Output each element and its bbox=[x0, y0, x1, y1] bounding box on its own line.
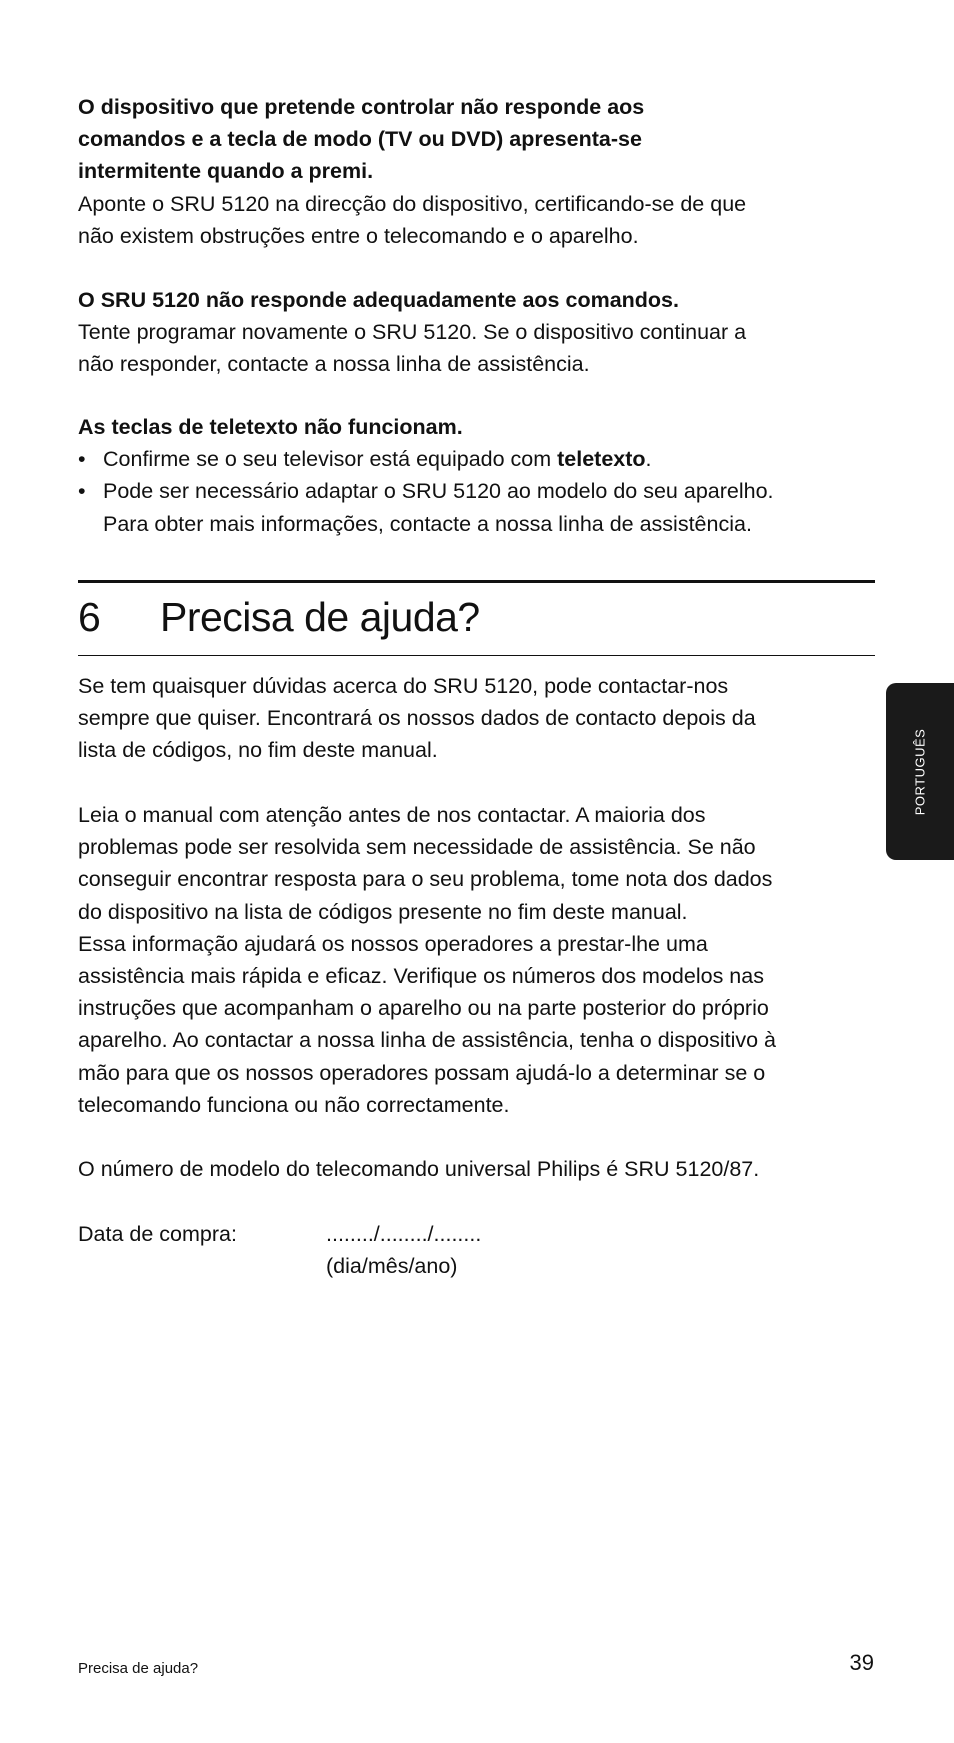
text-line: mão para que os nossos operadores possam ajudá-lo a determinar se o bbox=[78, 1060, 766, 1085]
text-line: Leia o manual com atenção antes de nos contactar. A maioria dos bbox=[78, 803, 706, 827]
item-title: O SRU 5120 não responde adequadamente aos comandos. bbox=[78, 288, 679, 312]
purchase-date-format: (dia/mês/ano) bbox=[326, 1254, 458, 1278]
purchase-date-label: Data de compra: bbox=[78, 1222, 237, 1246]
text-line: lista de códigos, no fim deste manual. bbox=[78, 738, 438, 763]
item-body: Aponte o SRU 5120 na direcção do dispositivo, certificando-se de que bbox=[78, 191, 747, 216]
purchase-date-value: ......../......../........ bbox=[326, 1222, 482, 1246]
bullet-text: Pode ser necessário adaptar o SRU 5120 ao modelo do seu aparelho. bbox=[103, 479, 774, 504]
model-number-paragraph bbox=[78, 1153, 878, 1185]
bullet-icon: • bbox=[78, 479, 86, 504]
item-title: As teclas de teletexto não funcionam. bbox=[78, 415, 463, 439]
item-body: não existem obstruções entre o telecomando e o aparelho. bbox=[78, 223, 639, 248]
help-paragraph bbox=[78, 670, 878, 767]
bullet-text: Confirme se o seu televisor está equipado com bbox=[103, 447, 558, 472]
chapter-heading bbox=[78, 590, 480, 644]
language-tab bbox=[886, 683, 954, 860]
item-body: não responder, contacte a nossa linha de assistência. bbox=[78, 352, 590, 377]
troubleshoot-item-wrong-response bbox=[78, 284, 878, 381]
text-line: assistência mais rápida e eficaz. Verifique os números dos modelos nas bbox=[78, 964, 764, 989]
footer-section-title: Precisa de ajuda? bbox=[78, 1660, 199, 1677]
text-line: problemas pode ser resolvida sem necessidade de assistência. Se não bbox=[78, 835, 756, 860]
bullet-text: . bbox=[645, 447, 652, 472]
text-line: Essa informação ajudará os nossos operadores a prestar-lhe uma bbox=[78, 931, 708, 956]
bullet-icon: • bbox=[78, 447, 86, 472]
help-paragraph bbox=[78, 799, 878, 1121]
bullet-text: Para obter mais informações, contacte a nossa linha de assistência. bbox=[103, 511, 752, 536]
text-line: conseguir encontrar resposta para o seu problema, tome nota dos dados bbox=[78, 867, 773, 892]
text-line: telecomando funciona ou não correctamente. bbox=[78, 1092, 510, 1117]
text-line: aparelho. Ao contactar a nossa linha de assistência, tenha o dispositivo à bbox=[78, 1028, 777, 1053]
text-line: instruções que acompanham o aparelho ou na parte posterior do próprio bbox=[78, 996, 769, 1021]
chapter-top-rule bbox=[78, 580, 875, 583]
text-line: do dispositivo na lista de códigos presente no fim deste manual. bbox=[78, 899, 688, 924]
chapter-title: Precisa de ajuda? bbox=[160, 594, 480, 640]
text-line: Se tem quaisquer dúvidas acerca do SRU 5120, pode contactar-nos bbox=[78, 674, 729, 698]
item-title: comandos e a tecla de modo (TV ou DVD) apresenta-se bbox=[78, 127, 642, 152]
item-title: intermitente quando a premi. bbox=[78, 159, 374, 184]
item-body: Tente programar novamente o SRU 5120. Se o dispositivo continuar a bbox=[78, 320, 747, 345]
page-number: 39 bbox=[849, 1650, 874, 1675]
troubleshoot-item-no-response bbox=[78, 91, 878, 252]
bullet-item bbox=[78, 475, 878, 539]
bullet-item bbox=[78, 443, 878, 475]
text-line: O número de modelo do telecomando universal Philips é SRU 5120/87. bbox=[78, 1157, 760, 1181]
item-title: O dispositivo que pretende controlar não responde aos bbox=[78, 95, 645, 119]
chapter-number: 6 bbox=[78, 594, 101, 640]
chapter-bottom-rule bbox=[78, 655, 875, 656]
purchase-date bbox=[78, 1218, 878, 1288]
bullet-bold: teletexto bbox=[557, 447, 646, 472]
text-line: sempre que quiser. Encontrará os nossos dados de contacto depois da bbox=[78, 706, 756, 731]
troubleshoot-item-teletext bbox=[78, 411, 878, 540]
language-tab-label: PORTUGUÊS bbox=[912, 728, 928, 815]
